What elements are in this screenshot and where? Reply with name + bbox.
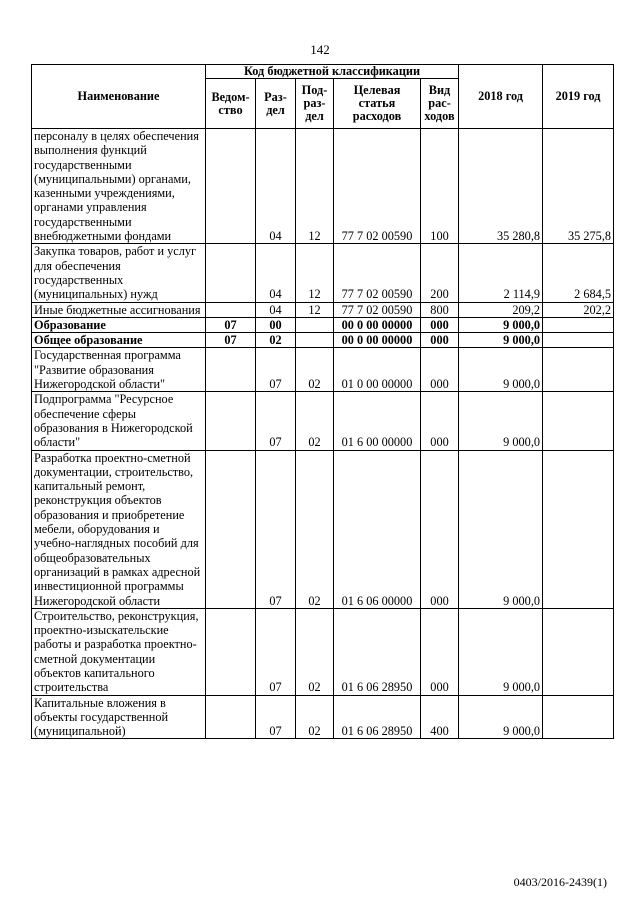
header-classification-group: Код бюджетной классификации [206,65,459,79]
table-row [32,302,614,317]
row-podrazdel: 02 [296,450,334,608]
row-ved [206,695,256,739]
row-target-article: 77 7 02 00590 [334,302,421,317]
row-name: Общее образование [32,333,206,348]
row-ved [206,608,256,695]
row-amount-2018: 35 280,8 [459,129,543,244]
header-podrazdel: Под- раз- дел [296,79,334,129]
row-expense-type: 000 [421,348,459,392]
table-row [32,129,614,244]
row-ved: 07 [206,333,256,348]
row-razdel: 07 [256,695,296,739]
table-row [32,392,614,450]
header-target-article: Целевая статья расходов [334,79,421,129]
row-podrazdel: 02 [296,392,334,450]
row-name: Капитальные вложения в объекты государственной (муниципальной) [32,695,206,739]
row-name: Государственная программа "Развитие образования Нижегородской области" [32,348,206,392]
header-razdel: Раз- дел [256,79,296,129]
row-amount-2018: 9 000,0 [459,608,543,695]
row-name: Закупка товаров, работ и услуг для обеспечения государственных (муниципальных) нужд [32,244,206,302]
row-razdel: 07 [256,608,296,695]
row-expense-type: 000 [421,450,459,608]
row-amount-2019 [543,333,614,348]
row-name: Иные бюджетные ассигнования [32,302,206,317]
header-2018: 2018 год [459,65,543,129]
row-target-article: 01 0 00 00000 [334,348,421,392]
row-name: Разработка проектно-сметной документации, строительство, капитальный ремонт, реконструкция объектов образования и приобретение мебели, оборудования и учебно-наглядных пособий для общеобразовательных организаций в рамках адресной инвестиционной программы Нижегородской области [32,450,206,608]
row-razdel: 07 [256,450,296,608]
row-amount-2018: 9 000,0 [459,333,543,348]
document-code: 0403/2016-2439(1) [513,875,607,889]
row-name: Строительство, реконструкция, проектно-изыскательские работы и разработка проектно-сметной документации объектов капитального строительства [32,608,206,695]
row-expense-type: 000 [421,392,459,450]
row-amount-2019 [543,317,614,332]
row-razdel: 07 [256,392,296,450]
header-2019: 2019 год [543,65,614,129]
row-amount-2018: 9 000,0 [459,450,543,608]
row-podrazdel: 12 [296,244,334,302]
table-row [32,608,614,695]
table-row [32,348,614,392]
row-amount-2019: 2 684,5 [543,244,614,302]
row-ved [206,348,256,392]
row-razdel: 04 [256,302,296,317]
row-amount-2018: 9 000,0 [459,348,543,392]
row-target-article: 01 6 00 00000 [334,392,421,450]
row-target-article: 77 7 02 00590 [334,244,421,302]
row-amount-2019 [543,450,614,608]
row-razdel: 04 [256,244,296,302]
row-amount-2018: 9 000,0 [459,695,543,739]
row-name: Образование [32,317,206,332]
row-amount-2018: 209,2 [459,302,543,317]
table-row [32,695,614,739]
row-podrazdel: 02 [296,348,334,392]
row-razdel: 02 [256,333,296,348]
row-target-article: 01 6 06 00000 [334,450,421,608]
row-podrazdel: 12 [296,302,334,317]
row-expense-type: 800 [421,302,459,317]
row-amount-2018: 9 000,0 [459,317,543,332]
row-ved [206,450,256,608]
row-amount-2019: 202,2 [543,302,614,317]
row-podrazdel: 02 [296,608,334,695]
table-body [32,129,614,739]
row-amount-2018: 9 000,0 [459,392,543,450]
row-podrazdel [296,333,334,348]
row-ved [206,244,256,302]
table-row [32,450,614,608]
row-podrazdel: 12 [296,129,334,244]
row-amount-2019 [543,392,614,450]
row-expense-type: 000 [421,333,459,348]
row-ved [206,302,256,317]
row-razdel: 07 [256,348,296,392]
table-row [32,244,614,302]
row-amount-2019: 35 275,8 [543,129,614,244]
row-target-article: 77 7 02 00590 [334,129,421,244]
table-row [32,333,614,348]
row-expense-type: 200 [421,244,459,302]
row-expense-type: 000 [421,608,459,695]
row-target-article: 01 6 06 28950 [334,695,421,739]
row-target-article: 00 0 00 00000 [334,317,421,332]
row-podrazdel: 02 [296,695,334,739]
header-ved: Ведом- ство [206,79,256,129]
row-amount-2019 [543,348,614,392]
row-expense-type: 100 [421,129,459,244]
row-name: Подпрограмма "Ресурсное обеспечение сферы образования в Нижегородской области" [32,392,206,450]
header-expense-type: Вид рас- ходов [421,79,459,129]
row-name: персоналу в целях обеспечения выполнения функций государственными (муниципальными) органами, казенными учреждениями, органами управления государственными внебюджетными фондами [32,129,206,244]
row-ved [206,392,256,450]
row-podrazdel [296,317,334,332]
row-amount-2019 [543,695,614,739]
row-expense-type: 000 [421,317,459,332]
budget-table [31,64,614,739]
row-razdel: 00 [256,317,296,332]
row-target-article: 01 6 06 28950 [334,608,421,695]
page-number: 142 [310,42,330,57]
row-amount-2018: 2 114,9 [459,244,543,302]
row-target-article: 00 0 00 00000 [334,333,421,348]
row-razdel: 04 [256,129,296,244]
header-name: Наименование [32,65,206,129]
row-expense-type: 400 [421,695,459,739]
row-ved: 07 [206,317,256,332]
row-amount-2019 [543,608,614,695]
row-ved [206,129,256,244]
table-row [32,317,614,332]
